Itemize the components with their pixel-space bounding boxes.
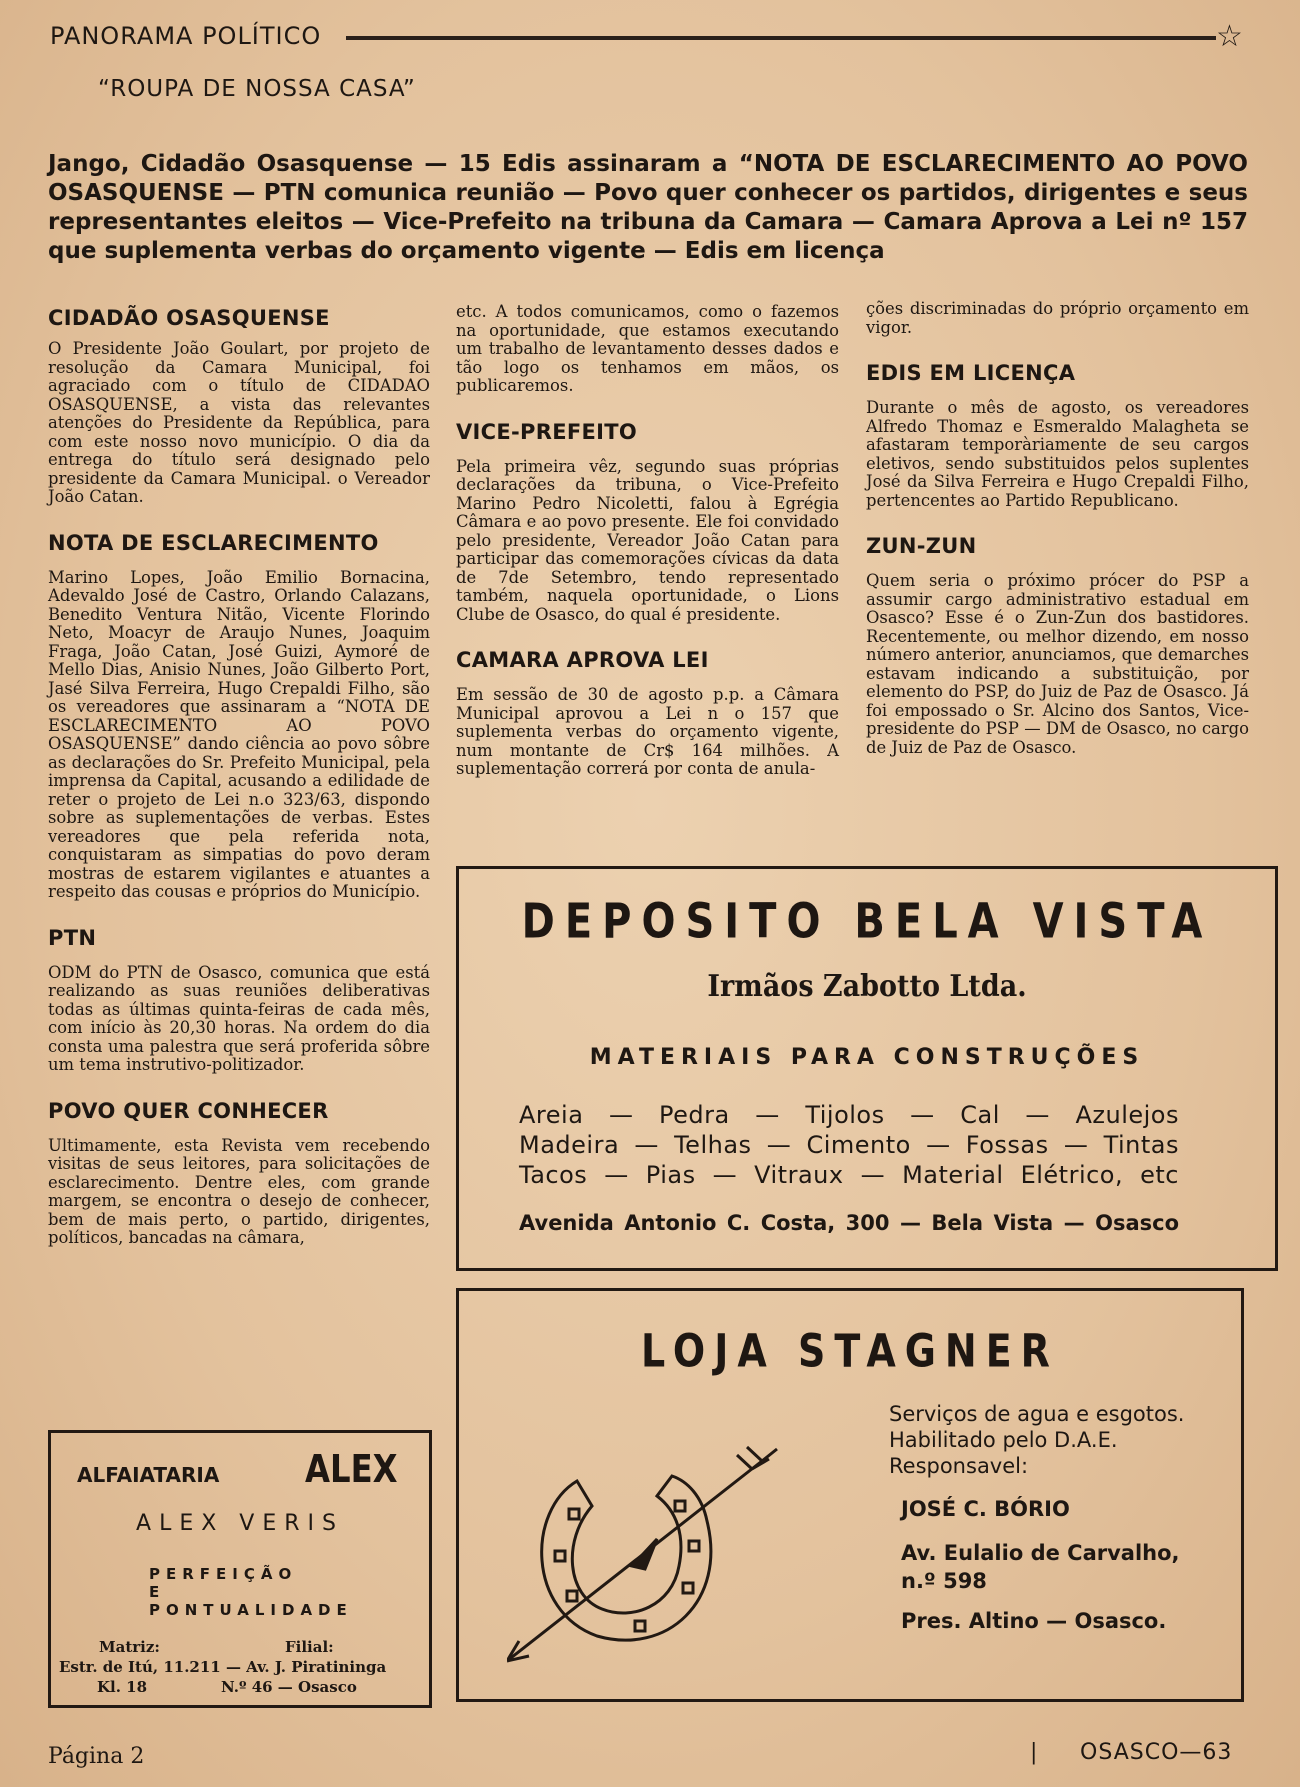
ad-deposito-firm: Irmãos Zabotto Ltda. [707,969,1027,1004]
header-rule [346,36,1216,40]
ad-loja-stagner [456,1288,1244,1702]
article-body-camara-cont: ções discriminadas do próprio orçamento em vigor. [866,299,1249,337]
star-icon: ☆ [1216,19,1243,54]
ad-deposito-products-3: Tacos — Pias — Vitraux — Material Elétrico, etc [519,1161,1179,1189]
ad-loja-responsible: JOSÉ C. BÓRIO [901,1497,1070,1521]
article-title-povo: POVO QUER CONHECER [48,1098,329,1123]
ad-deposito-address: Avenida Antonio C. Costa, 300 — Bela Vista — Osasco [519,1211,1179,1235]
column-subtitle: “ROUPA DE NOSSA CASA” [98,76,416,102]
article-title-ptn: PTN [48,925,97,950]
ad-alfaiataria-motto-3: PONTUALIDADE [149,1601,353,1619]
ad-loja-address: Av. Eulalio de Carvalho, n.º 598 [901,1541,1180,1593]
ad-loja-city: Pres. Altino — Osasco. [901,1609,1167,1633]
ad-deposito-bela-vista [456,866,1278,1271]
ad-alfaiataria-address-2: N.º 46 — Osasco [221,1678,357,1696]
ad-alfaiataria-alex [48,1430,432,1708]
article-title-nota: NOTA DE ESCLARECIMENTO [48,530,379,555]
ad-loja-services: Serviços de agua e esgotos. [889,1402,1185,1426]
ad-alfaiataria-label: ALFAIATARIA [77,1463,220,1487]
ad-deposito-products-2: Madeira — Telhas — Cimento — Fossas — Tintas [519,1131,1179,1159]
article-body-povo-cont: etc. A todos comunicamos, como o fazemos na oportunidade, que estamos executando um trabalho de levantamento desses dados e tão logo os tenhamos em mãos, os publicaremos. [456,302,839,395]
article-body-nota: Marino Lopes, João Emilio Bornacina, Adevaldo José de Castro, Orlando Calazans, Benedito Ventura Nitão, Vicente Florindo Neto, Moacyr de Araujo Nunes, Joaquim Fraga, João Catan, José Guizi, Aymoré de Mello Dias, Anisio Nunes, João Gilberto Port, Jasé Silva Ferreira, Hugo Crepaldi Filho, são os vereadores que assinaram a “NOTA DE ESCLARECIMENTO AO POVO OSASQUENSE” dando ciência ao povo sôbre as declarações do Sr. Prefeito Municipal, pela imprensa da Capital, acusando a edilidade de reter o projeto de Lei n.o 323/63, dispondo sobre as suplementações de verbas. Estes vereadores que pela referida nota, conquistaram as simpatias do povo deram mostras de estarem vigilantes e atuantes a respeito das cousas e próprios do Município. [48,567,430,901]
ad-loja-title: LOJA STAGNER [641,1324,1059,1378]
ad-loja-details [889,1401,1219,1633]
article-body-ptn: ODM do PTN de Osasco, comunica que está realizando as suas reuniões deliberativas todas as últimas quinta-feiras de cada mês, com início às 20,30 horas. Na ordem do dia consta uma palestra que será proferida sôbre um tema instrutivo-politizador. [48,962,430,1074]
article-body-vice: Pela primeira vêz, segundo suas próprias declarações da tribuna, o Vice-Prefeito Marino Pedro Nicoletti, falou à Egrégia Câmara e ao povo presente. Ele foi convidado pelo presidente, Vereador João Catan para participar das comemorações cívicas da data de 7de Setembro, tendo representado também, naquela oportunidade, o Lions Clube de Osasco, do qual é presidente. [456,456,839,624]
article-body-camara: Em sessão de 30 de agosto p.p. a Câmara Municipal aprovou a Lei n o 157 que suplementa verbas do orçamento vigente, num montante de Cr$ 164 milhões. A suplementação correrá por conta de anula- [456,685,839,778]
column-middle [456,303,839,779]
ad-deposito-tagline: MATERIAIS PARA CONSTRUÇÕES [589,1045,1145,1070]
horseshoe-arrow-icon [507,1441,787,1671]
footer-mark: | [1030,1740,1038,1765]
article-title-camara: CAMARA APROVA LEI [456,648,709,672]
column-left [48,306,430,1248]
article-body-cidadao: O Presidente João Goulart, por projeto de resolução da Camara Municipal, foi agraciado com o título de CIDADAO OSASQUENSE, a vista das relevantes atenções do Presidente da República, para com este nosso novo município. O dia da entrega do título será designado pelo presidente da Camara Municipal. o Vereador João Catan. [48,339,430,506]
article-body-zun: Quem seria o próximo prócer do PSP a assumir cargo administrativo estadual em Osasco? Esse é o Zun-Zun dos bastidores. Recentemente, ou melhor dizendo, em nosso número anterior, anunciamos, que demarches estavam indicando a substituição, por elemento do PSP, do Juiz de Paz de Osasco. Já foi empossado o Sr. Alcino dos Santos, Vice-presidente do PSP — DM de Osasco, no cargo de Juiz de Paz de Osasco. [866,571,1249,757]
ad-alfaiataria-motto [149,1565,353,1619]
ad-alfaiataria-matriz-label: Matriz: [99,1638,160,1656]
article-title-edis: EDIS EM LICENÇA [866,361,1076,385]
article-title-cidadao: CIDADÃO OSASQUENSE [48,306,330,330]
headline-summary: Jango, Cidadão Osasquense — 15 Edis assinaram a “NOTA DE ESCLARECIMENTO AO POVO OSASQUENSE — PTN comunica reunião — Povo quer conhecer os partidos, dirigentes e seus representantes eleitos — Vice-Prefeito na tribuna da Camara — Camara Aprova a Lei nº 157 que suplementa verbas do orçamento vigente — Edis em licença [48,151,1248,264]
page-header [50,19,1250,62]
column-right [866,300,1249,757]
section-label: PANORAMA POLÍTICO [50,22,322,50]
ad-alfaiataria-filial-label: Filial: [285,1638,334,1656]
ad-alfaiataria-motto-1: PERFEIÇÃO [149,1565,298,1583]
article-body-povo: Ultimamente, esta Revista vem recebendo visitas de seus leitores, para solicitações de esclarecimento. Dentre eles, com grande margem, se encontra o desejo de conhecer, bem de mais perto, o partido, dirigentes, políticos, bancadas na câmara, [48,1135,430,1247]
ad-deposito-title: DEPOSITO BELA VISTA [521,894,1213,950]
ad-loja-license: Habilitado pelo D.A.E. [889,1428,1118,1452]
ad-alfaiataria-owner: ALEX VERIS [136,1511,344,1536]
article-title-vice: VICE-PREFEITO [456,419,638,444]
ad-alfaiataria-brand: ALEX [305,1447,398,1491]
ad-deposito-products-1: Areia — Pedra — Tijolos — Cal — Azulejos [519,1101,1179,1129]
article-body-edis: Durante o mês de agosto, os vereadores Alfredo Thomaz e Esmeraldo Malagheta se afastaram temporàriamente de seu cargos eletivos, sendo substituidos pelos suplentes José da Silva Ferreira e Hugo Crepaldi Filho, pertencentes ao Partido Republicano. [866,398,1249,510]
ad-alfaiataria-km: Kl. 18 [97,1678,148,1696]
ad-loja-responsible-label: Responsavel: [889,1454,1029,1478]
ad-alfaiataria-address-1: Estr. de Itú, 11.211 — Av. J. Piratininga [59,1658,387,1676]
page-number: Página 2 [48,1744,145,1769]
issue-label: OSASCO—63 [1080,1740,1233,1765]
ad-alfaiataria-motto-2: E [149,1583,166,1601]
article-title-zun: ZUN-ZUN [866,534,977,558]
